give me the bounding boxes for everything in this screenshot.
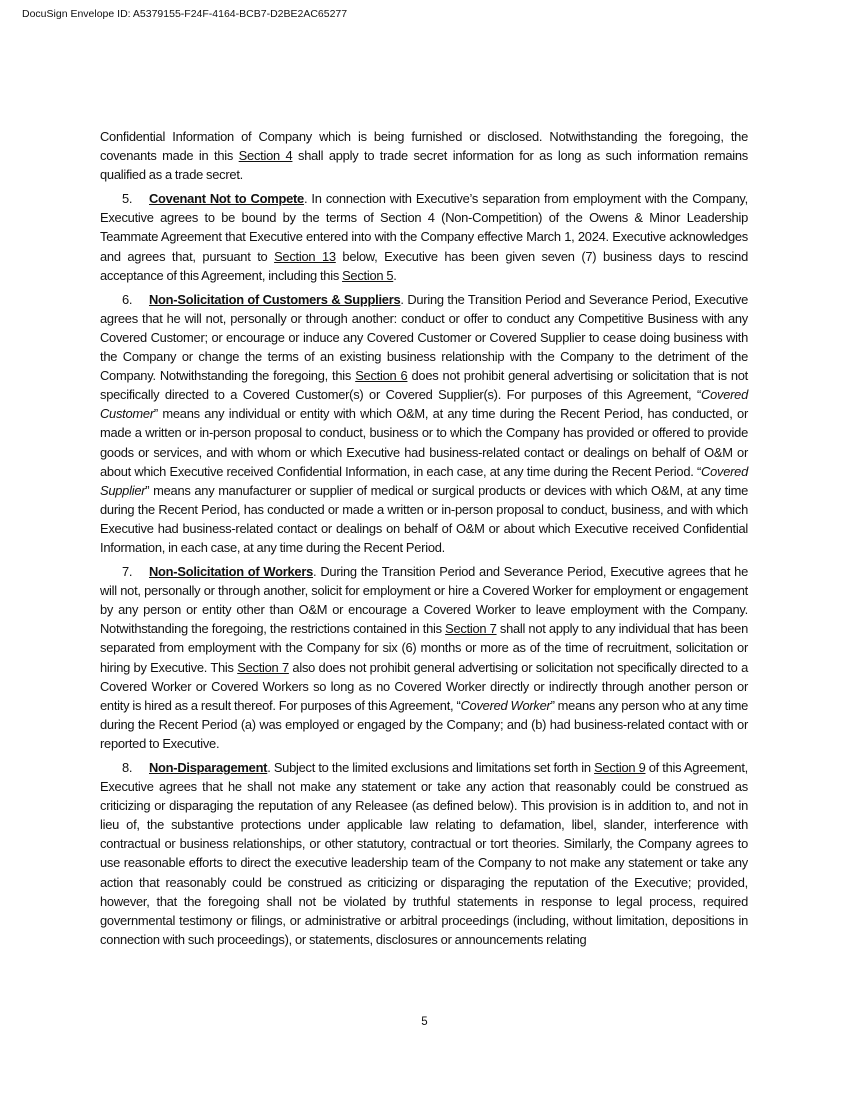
text-segment: shall apply to trade secret information for as long as such information remains qualified as a trade secret.	[100, 148, 748, 183]
text-segment: does not prohibit general advertising or solicitation that is not specifically directed to a Covered Customer(s) or Covered Supplier(s). For purposes of this Agreement, “	[100, 368, 749, 403]
section-reference: Section 4	[238, 148, 293, 164]
defined-term: Covered Worker	[460, 697, 551, 713]
page-number: 5	[421, 1016, 428, 1028]
text-segment: of this Agreement, Executive agrees that he shall not make any statement or take any action that reasonably could be construed as criticizing or disparaging the reputation of any Releasee (as defined below). This provision is in addition to, and not in lieu of, the substantive protections under applicable law relating to defamation, libel, slander, interference with contractual or business relationships, or other statutory, contractual or tort theories. Similarly, the Company agrees to use reasonable efforts to direct the executive leadership team of the Company to not make any statement or take any action that reasonably could be construed as criticizing or disparaging the reputation of the Executive; provided, however, that the foregoing shall not be violated by truthful statements in response to legal process, required governmental testimony or filings, or administrative or arbitral proceedings (including, without limitation, depositions in connection with such proceedings), or statements, disclosures or announcements relating	[100, 760, 748, 947]
text-segment: . During the Transition Period and Severance Period, Executive agrees that he will not, personally or through another: conduct or offer to conduct any Competitive Business with any Covered Customer; or encourage or induce any Covered Customer or Covered Supplier to cease doing business with the Company or change the terms of an existing business relationship with the Company to the detriment of the Company. Notwithstanding the foregoing, this	[100, 291, 748, 384]
defined-term: Covered Customer	[100, 387, 748, 422]
section-number: 7.	[122, 564, 133, 580]
text-segment: .	[393, 267, 397, 283]
section-reference: Section 6	[355, 368, 408, 384]
section-reference: Section 9	[594, 760, 646, 775]
section-number: 5.	[122, 191, 133, 207]
text-segment: Confidential Information of Company which is being furnished or disclosed. Notwithstanding the foregoing, the covenants made in this	[100, 129, 748, 164]
section-heading: Covenant Not to Compete	[149, 191, 304, 207]
text-segment: . During the Transition Period and Severance Period, Executive agrees that he will not, personally or through another, solicit for employment or hire a Covered Worker for employment or engagement by any person or entity other than O&M or encourage a Covered Worker to leave employment with the Company. Notwithstanding the foregoing, the restrictions contained in this	[100, 564, 748, 637]
docusign-envelope-id: DocuSign Envelope ID: A5379155-F24F-4164-BCB7-D2BE2AC65277	[22, 8, 348, 20]
text-segment: ” means any individual or entity with which O&M, at any time during the Recent Period, has conducted, or made a written or in-person proposal to conduct, business or to which the Company has provided or offered to provide goods or services, and with whom or which Executive had business-related contact or dealings on behalf of O&M or about which Executive received Confidential Information, in each case, at any time during the Recent Period. “	[100, 406, 748, 479]
text-segment: . In connection with Executive’s separation from employment with the Company, Executive agrees to be bound by the terms of Section 4 (Non-Competition) of the Owens & Minor Leadership Teammate Agreement that Executive entered into with the Company effective March 1, 2024. Executive acknowledges and agrees that, pursuant to	[100, 191, 748, 264]
text-segment: ” means any person who at any time during the Recent Period (a) was employed or engaged by the Company; and (b) had business-related contact with or reported to Executive.	[100, 697, 749, 751]
text-segment: below, Executive has been given seven (7) business days to rescind acceptance of this Agreement, including this	[100, 248, 749, 283]
document-body	[100, 127, 748, 954]
section-heading: Non-Solicitation of Customers & Suppliers	[149, 291, 401, 307]
section-reference: Section 5	[342, 267, 394, 283]
text-segment: . Subject to the limited exclusions and limitations set forth in	[267, 760, 595, 775]
section-heading: Non-Disparagement	[149, 760, 268, 775]
section-reference: Section 13	[274, 248, 336, 264]
text-segment: shall not apply to any individual that has been separated from employment with the Company for six (6) months or more as of the time of recruitment, solicitation or hiring by Executive. This	[100, 621, 748, 675]
section-5-paragraph	[100, 189, 748, 284]
text-segment: also does not prohibit general advertising or solicitation not specifically directed to a Covered Worker or Covered Workers so long as no Covered Worker directly or indirectly through another person or entity is hired as a result thereof. For purposes of this Agreement, “	[100, 659, 748, 713]
section-heading: Non-Solicitation of Workers	[149, 564, 314, 580]
text-segment: ” means any manufacturer or supplier of medical or surgical products or devices with which O&M, at any time during the Recent Period, has conducted or made a written or in-person proposal to conduct, business, and with which Executive had business-related contact or dealings on behalf of O&M or about which Executive received Confidential Information, in each case, at any time during the Recent Period.	[100, 482, 748, 555]
section-number: 6.	[122, 291, 133, 307]
section-reference: Section 7	[237, 659, 289, 675]
section-6-paragraph	[100, 290, 748, 557]
continuation-paragraph	[100, 127, 748, 184]
defined-term: Covered Supplier	[100, 463, 748, 498]
section-8-paragraph	[100, 758, 748, 949]
section-7-paragraph	[100, 562, 748, 753]
section-number: 8.	[122, 760, 133, 775]
section-reference: Section 7	[445, 621, 497, 637]
